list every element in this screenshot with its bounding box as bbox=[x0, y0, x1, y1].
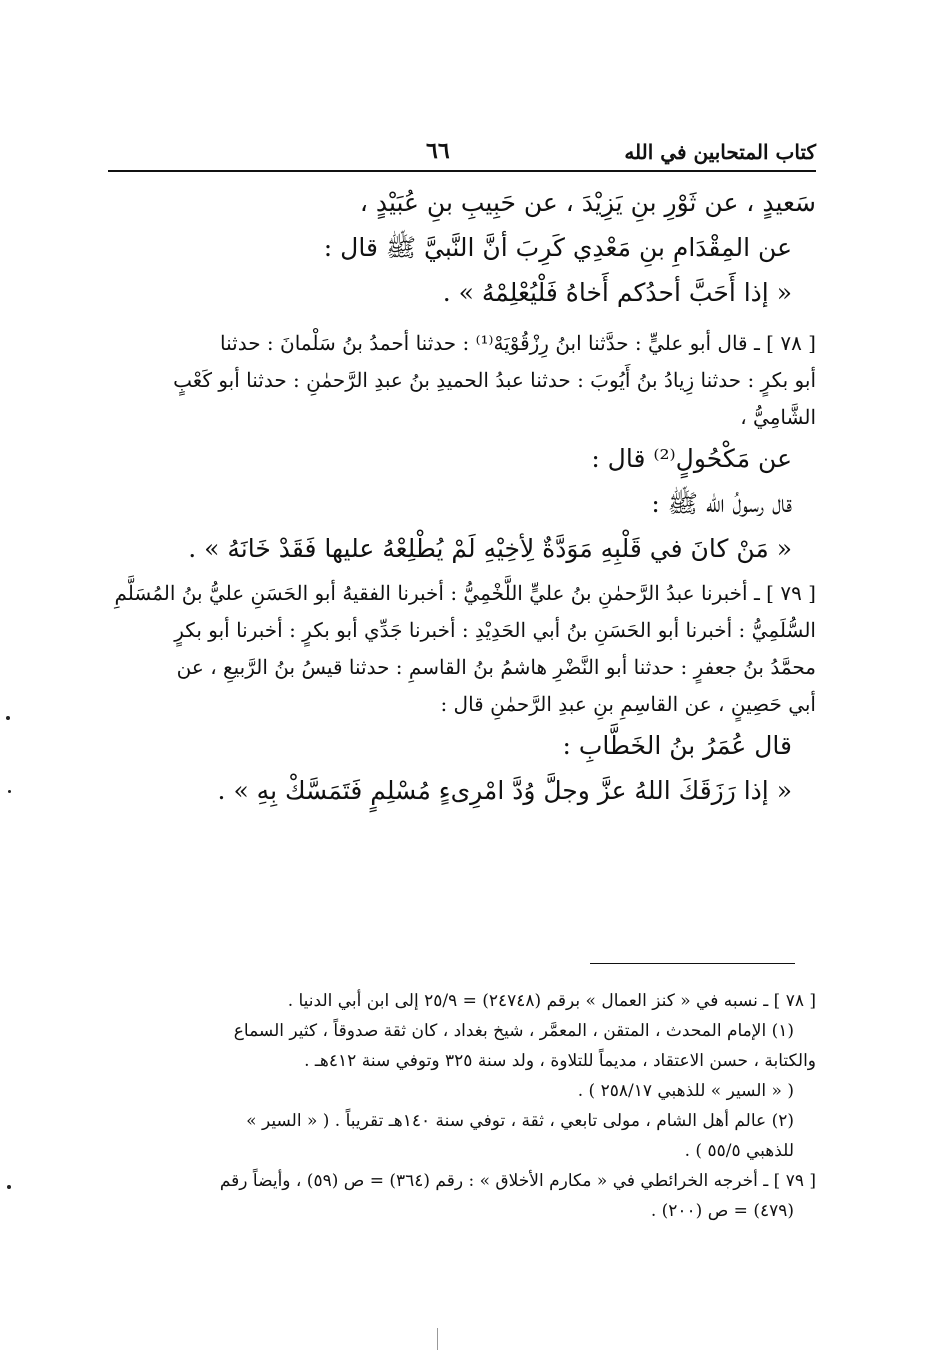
footnotes bbox=[108, 986, 816, 1226]
isnad-line: [ ٧٩ ] ـ أخبرنا عبدُ الرَّحمٰنِ بنُ عليٍّ اللَّخْمِيُّ : أخبرنا الفقيهُ أبو الحَسَنِ عليُّ بنُ المُسَلَّمِ bbox=[114, 581, 816, 605]
footnote-line: (١) الإمام المحدث ، المتقن ، المعمَّر ، شيخ بغداد ، كان ثقة صدوقاً ، كثير السماع bbox=[233, 1021, 794, 1041]
isnad-line: أبو بكرٍ : حدثنا زِيادُ بنُ أَيُوبَ : حدثنا عبدُ الحميدِ بنُ عبدِ الرَّحمٰنِ : حدثنا أبو كَعْبٍ bbox=[173, 368, 816, 392]
isnad-line: الشَّامِيُّ ، bbox=[740, 405, 816, 429]
text-line: قال عُمَرُ بنُ الخَطَّابِ : bbox=[562, 731, 792, 760]
footnote-line: [ ٧٨ ] ـ نسبه في « كنز العمال » برقم (٢٤٧٤٨) = ٢٥/٩ إلى ابن أبي الدنيا . bbox=[287, 991, 816, 1011]
footnote-line: ( « السير » للذهبي ٢٥٨/١٧ ) . bbox=[577, 1081, 794, 1101]
footnote-line: [ ٧٩ ] ـ أخرجه الخرائطي في « مكارم الأخلاق » : رقم (٣٦٤) = ص (٥٩) ، وأيضاً رقم bbox=[219, 1171, 816, 1191]
book-title: كتاب المتحابين في الله bbox=[624, 140, 816, 164]
scan-scratch bbox=[437, 1328, 438, 1350]
hadith-text: « إذا رَزَقَكَ اللهُ عزَّ وجلَّ وُدَّ امْرِىءٍ مُسْلِمٍ فَتَمَسَّكْ بِهِ » . bbox=[217, 776, 792, 805]
isnad-line: أبي حَصِينٍ ، عن القاسِمِ بنِ عبدِ الرَّحمٰنِ قال : bbox=[440, 692, 816, 716]
isnad-line: [ ٧٨ ] ـ قال أبو عليٍّ : حدَّثنا ابنُ رِزْقُوْيَهْ⁽¹⁾ : حدثنا أحمدُ بنُ سَلْمانَ : حدثنا bbox=[220, 331, 816, 355]
scan-speck bbox=[7, 1185, 11, 1189]
page-number: ٦٦ bbox=[426, 138, 450, 164]
scan-speck bbox=[6, 716, 10, 720]
hadith-text: « إذا أَحَبَّ أحدُكم أَخاهُ فَلْيُعْلِمْهُ » . bbox=[442, 278, 792, 307]
text-line: عن المِقْدَامِ بنِ مَعْدِي كَرِبَ أنَّ النَّبيَّ ﷺ قال : bbox=[323, 233, 792, 262]
hadith-text: « مَنْ كانَ في قَلْبِهِ مَوَدَّةٌ لِأخِيْهِ لَمْ يُطْلِعْهُ عليها فَقَدْ خَانَهُ » . bbox=[188, 534, 792, 563]
text-line: سَعيدٍ ، عن ثَوْرِ بنِ يَزِيْدَ ، عن حَبِيبِ بنِ عُبَيْدٍ ، bbox=[359, 188, 816, 217]
scan-speck bbox=[8, 790, 11, 793]
isnad-line: محمَّدُ بنُ جعفرٍ : حدثنا أبو النَّضْرِ هاشمُ بنُ القاسمِ : حدثنا قيسُ بنُ الرَّبيعِ ، عن bbox=[176, 655, 816, 679]
footnote-line: والكتابة ، حسن الاعتقاد ، مديماً للتلاوة ، ولد سنة ٣٢٥ وتوفي سنة ٤١٢هـ . bbox=[304, 1051, 816, 1071]
text-line: عن مَكْحُولٍ⁽²⁾ قال : bbox=[591, 444, 792, 473]
main-text bbox=[108, 180, 816, 813]
footnote-line: للذهبي ٥٥/٥ ) . bbox=[684, 1141, 794, 1161]
isnad-line: السُّلَمِيُّ : أخبرنا أبو الحَسَنِ بنُ أبي الحَدِيْدِ : أخبرنا جَدِّي أبو بكرٍ : أخبرنا أبو بكرٍ bbox=[174, 618, 816, 642]
footnote-line: (٢) عالم أهل الشام ، مولى تابعي ، ثقة ، توفي سنة ١٤٠هـ تقريباً . ( « السير » bbox=[246, 1111, 794, 1131]
text-line: قال رسولُ الله ﷺ : bbox=[651, 489, 792, 518]
footnote-line: (٤٧٩) = ص (٢٠٠) . bbox=[650, 1201, 794, 1221]
running-header bbox=[108, 136, 816, 172]
header-rule bbox=[108, 170, 816, 172]
footnote-separator bbox=[590, 963, 795, 964]
